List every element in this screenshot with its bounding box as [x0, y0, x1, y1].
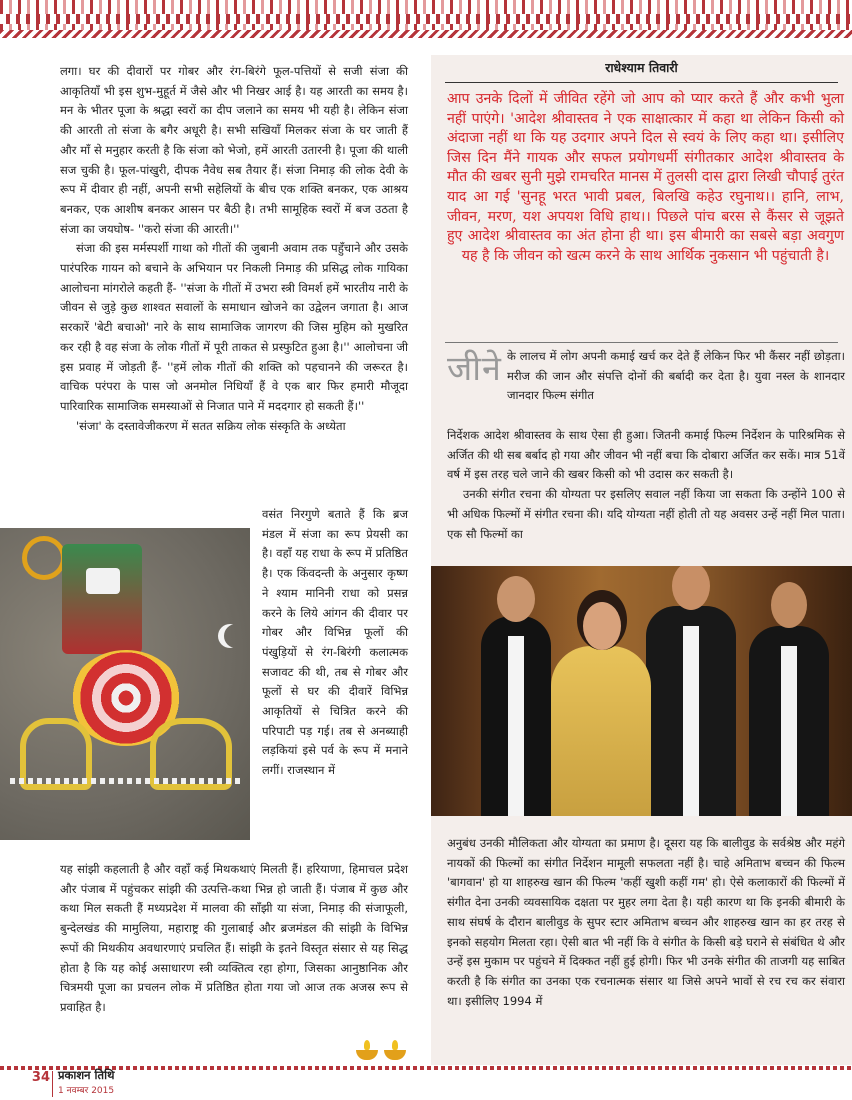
photo-person-3 — [646, 606, 736, 816]
family-photo — [431, 566, 852, 816]
decorative-top-border — [0, 0, 852, 38]
publication-name: प्रकाशन तिथि — [58, 1068, 115, 1082]
left-paragraph-1: लगा। घर की दीवारों पर गोबर और रंग-बिरंगे फूल-पत्तियों से सजी संजा की आकृतियाँ भी इस शुभ-मुहूर्त में जैसे और भी निखर आई है। यह आरती का समय है। मन के भीतर पूजा के श्रद्धा स्वरों का दीप जलाने का समय भी यही है। लेकिन संजा की आरती तो संजा के बगैर अधूरी है। सभी सखियाँ मिलकर संजा के घर जाती हैं और माँ से मनुहार करती है कि संजा को भेजो, हमें आरती उतारनी है। पूजा की थाली सज चुकी है। फूल-पांखुरी, दीपक नैवेध सब तैयार हैं। संजा निमाड़ की लोक देवी के रूप में दीवार ही नहीं, अपनी सभी सहेलियों के बीच एक शक्ति बनकर, एक आश्रय बनकर, एक आशीष बनकर आसन पर बैठी है। तभी सामूहिक स्वरों में बज उठता है संजा का जयघोष- ''करो संजा की आरती।'' — [60, 64, 408, 236]
publication-date: 1 नवम्बर 2015 — [58, 1086, 115, 1096]
page-number: 34 — [31, 1070, 50, 1085]
photo-person-2 — [551, 646, 651, 816]
art-figure-face — [86, 568, 120, 594]
right-bottom-text: अनुबंध उनकी मौलिकता और योग्यता का प्रमाण है। दूसरा यह कि बालीवुड के सर्वश्रेष्ठ और महंगे नायकों की फिल्मों का संगीत निर्देशन मामूली सफलता नहीं है। चाहे अमिताभ बच्चन की फिल्म 'बागवान' हो या शाहरुख खान की फिल्म 'कहीं खुशी कहीं गम' हो। ऐसे कलाकारों की फिल्मों में संगीत देना उनकी व्यवसायिक दक्षता पर मुहर लगा देता है। यही कारण था कि इनकी बीमारी के साथ संघर्ष के दौरान बालीवुड के सुपर स्टार अमिताभ बच्चन और शाहरुख खान का हर तरह से इनको सहयोग मिलता रहा। ऐसी बात भी नहीं कि वे संगीत के किसी बड़े घराने से संबंधित थे और उन्हें इस मुकाम पर पहुंचने में दिक्कत नहीं हुई होगी। फिर भी उनके संगीत की ताजगी यह साबित करती है कि संगीत का उनका एक रचनात्मक संसार था जिसे अपने भावों से रच रच कर संवारा था। इसीलिए 1994 में — [447, 836, 845, 1008]
art-moon-shape — [224, 624, 248, 648]
right-lead-text: के लालच में लोग अपनी कमाई खर्च कर देते हैं लेकिन फिर भी कैंसर नहीं छोड़ता। मरीज की जान और संपत्ति दोनों की बर्बादी कर देता है। युवा नस्ल के शानदार जानदार फिल्म संगीत — [507, 349, 845, 403]
left-column-text — [60, 62, 408, 436]
footer-divider — [52, 1071, 53, 1097]
diya-lamp-icon — [352, 1044, 412, 1060]
art-figure — [62, 544, 142, 654]
photo-person-1 — [481, 616, 551, 816]
sanjha-wall-art-image — [0, 528, 250, 840]
byline-divider — [445, 82, 838, 83]
left-paragraph-3: 'संजा' के दस्तावेजीकरण में सतत सक्रिय लोक संस्कृति के अध्येता — [76, 418, 346, 433]
drop-cap-word: जीने — [447, 349, 502, 389]
photo-person-4 — [749, 626, 829, 816]
pull-quote — [447, 90, 844, 266]
footer-border — [0, 1066, 852, 1070]
quote-divider — [445, 342, 838, 343]
right-paragraph-2: उनकी संगीत रचना की योग्यता पर इसलिए सवाल नहीं किया जा सकता कि उन्होंने 100 से भी अधिक फिल्मों में संगीत रचना की। यदि योग्यता नहीं होती तो यह अवसर उन्हें नहीं मिल पाता। एक सौ फिल्मों का — [447, 487, 845, 541]
left-bottom-text: यह सांझी कहलाती है और वहाँ कई मिथकथाएं मिलती हैं। हरियाणा, हिमाचल प्रदेश और पंजाब में पहुंचकर सांझी की उत्पत्ति-कथा भिन्न हो जाती हैं। पंजाब में कुछ और कथा मिल सकती हैं मध्यप्रदेश में मालवा की साँझी या संजा, निमाड़ की संजाफूली, बुन्देलखंड की मामुलिया, महाराष्ट्र की गुलाबाई और ब्रजमंडल की सांझी के विभिन्न रूपों की मिथकीय अवधारणाएं प्रचलित हैं। सांझी के इतने विस्तृत संसार से यह सिद्ध होता है कि यह कोई असाधारण स्त्री व्यक्तित्व रहा होगा, जिसका आनुष्ठानिक और चित्रमयी पूजा का प्रचलन लोक में प्रतिष्ठित होता गया जो आज तक अजस्र रूप से प्रवाहित है। — [60, 862, 408, 1014]
art-side-text: वसंत निरगुणे बताते हैं कि ब्रज मंडल में संजा का रूप प्रेयसी का है। वहाँ यह राधा के रूप में प्रतिष्ठित है। एक किंवदन्ती के अनुसार कृष्ण ने श्याम मानिनी राधा को प्रसन्न करने के लिये आंगन की दीवार पर गोबर और विभिन्न फूलों की पंखुड़ियों से रंग-बिरंगी कलात्मक सजावट की थी, तब से गोबर और फूलों से घर की दीवारें विभिन्न आकृतियों से चित्रित करने की परिपाटी पड़ गई। तब से अनब्याही लड़कियां इसे पर्व के रूप में मनाने लगीं। राजस्थान में — [262, 507, 408, 778]
author-byline: राधेश्याम तिवारी — [605, 60, 678, 75]
left-paragraph-2: संजा की इस मर्मस्पर्शी गाथा को गीतों की जुबानी अवाम तक पहुँचाने और उसके पारंपरिक गायन को बचाने के अभियान पर निकली निमाड़ की प्रसिद्ध लोक गायिका आलोचना मांगरोले कहती हैं- ''संजा के गीतों में उभरा स्त्री विमर्श हमें भारतीय नारी के जीवन से जुड़े कुछ शाश्वत सवालों के समाधान खोजने का उद्वेलन जगाता है। आज सरकारें 'बेटी बचाओ' नारे के साथ सामाजिक जागरण की जिस मुहिम को मुखरित कर रही है वह संजा के लोक गीतों में पूरी ताकत से प्रस्फुटित हुआ है।'' आलोचना जी इस प्रवाह में जोड़ती हैं- ''हमें लोक गीतों की शक्ति को पहचानने की जरूरत है। वाचिक परंपरा के पास जो अनमोल निधियाँ हैं वे एक बार फिर हमारी मौजूदा पारिवारिक सामाजिक समस्याओं से निजात पाने में मददगार हो सकती हैं।'' — [60, 241, 408, 413]
right-paragraph-1: निर्देशक आदेश श्रीवास्तव के साथ ऐसा ही हुआ। जितनी कमाई फिल्म निर्देशन के पारिश्रमिक से अर्जित की थी सब बर्बाद हो गया और जीवन भी नहीं बचा कि दोबारा अर्जित कर सकें। मात्र 51वें वर्ष में इस तरह चले जाने की खबर किसी को भी उदास कर सकती है। — [447, 428, 845, 482]
art-sun-shape — [22, 536, 66, 580]
art-flower-row — [10, 778, 240, 784]
pull-quote-text: आप उनके दिलों में जीवित रहेंगे जो आप को प्यार करते हैं और कभी भुला नहीं पाएंगे। 'आदेश श्रीवास्तव ने एक साक्षात्कार में कहा था लेकिन किसी को अंदाजा नहीं था कि यह उदगार अपने दिल से स्वयं के लिए कहा था। इसीलिए जिस दिन मैंने गायक और सफल प्रयोगधर्मी संगीतकार आदेश श्रीवास्तव के मौत की खबर सुनी मुझे रामचरित मानस में तुलसी दास द्वारा लिखी चौपाई तुरंत याद आ गई 'सुनहू भरत भावी प्रबल, बिलखि कहेउ रघुनाथ।। हानि, लाभ, जीवन, मरण, यश अपयश विधि हाथ।। पिछले पांच बरस से कैंसर से जूझते हुए आदेश श्रीवास्तव का अंत होना ही था। इस बीमारी का सबसे बड़ा अवगुण यह है कि जीवन को खत्म करने के साथ आर्थिक नुकसान भी पहुंचाती है। — [447, 91, 844, 264]
right-main-text — [447, 426, 845, 544]
